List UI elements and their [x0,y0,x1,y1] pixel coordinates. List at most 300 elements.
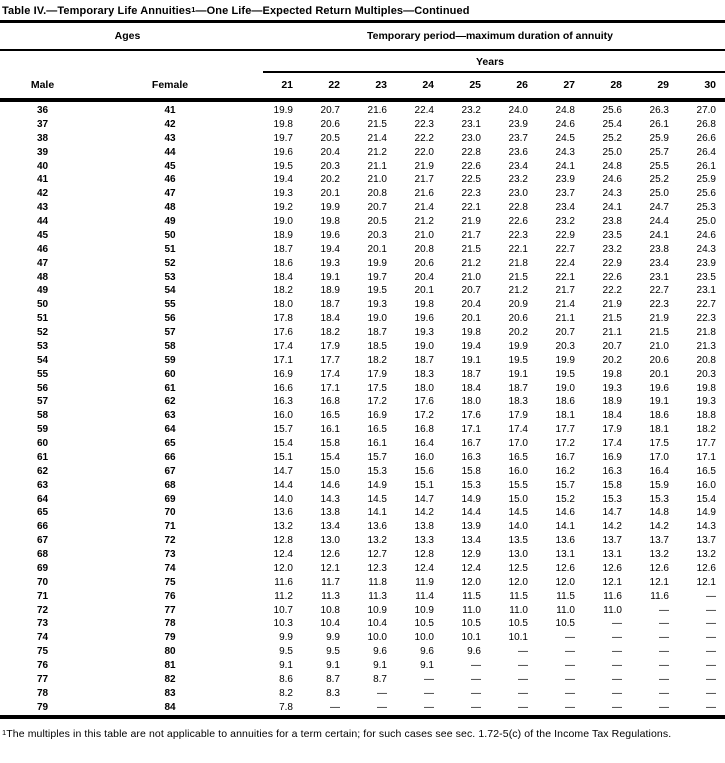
multiple-cell: 22.7 [696,299,716,311]
multiple-cell: 21.1 [602,327,622,338]
table-row [0,229,725,243]
multiple-cell: 23.4 [555,202,575,214]
female-age-cell: 73 [164,549,176,560]
multiple-cell: 13.2 [696,549,716,560]
multiple-cell: 19.9 [367,257,387,269]
multiple-cell: 9.1 [326,660,340,671]
multiple-cell: 17.8 [273,313,293,325]
multiple-cell: 15.5 [508,479,528,491]
multiple-cell: 12.0 [273,562,293,574]
multiple-cell: 19.9 [508,340,528,352]
female-age-cell: 43 [164,132,176,144]
multiple-cell: 25.0 [696,216,716,227]
table-row [0,687,725,701]
table-row [0,590,725,604]
multiple-cell: — [330,701,340,713]
female-age-cell: 76 [164,590,176,602]
multiple-cell: 21.7 [555,285,575,297]
multiple-cell: 18.9 [602,396,622,408]
multiple-cell: 19.8 [602,368,622,380]
multiple-cell: 19.1 [508,368,528,380]
multiple-cell: — [471,660,481,671]
multiple-cell: 17.7 [696,438,716,449]
multiple-cell: 16.8 [414,424,434,436]
table-row [0,645,725,659]
table-row [0,548,725,562]
male-age-cell: 41 [36,174,49,186]
multiple-cell: 14.5 [367,493,387,505]
multiple-cell: 26.8 [696,118,716,130]
female-age-cell: 61 [164,382,176,394]
multiple-cell: 26.4 [696,146,716,158]
multiple-cell: 16.3 [602,465,622,477]
multiple-cell: 26.1 [649,118,669,130]
multiple-cell: — [706,687,716,699]
multiple-cell: 12.8 [273,535,293,547]
multiple-cell: 18.2 [696,424,716,436]
multiple-cell: 19.4 [461,340,481,352]
multiple-cell: 12.0 [555,576,575,588]
multiple-cell: 14.9 [461,493,481,505]
multiple-cell: 22.5 [461,174,481,186]
table-row [0,118,725,132]
multiple-cell: 17.4 [508,424,528,436]
multiple-cell: 10.5 [508,618,528,630]
table-row [0,423,725,437]
multiple-cell: 17.2 [367,396,387,408]
multiple-cell: 18.4 [273,271,293,283]
multiple-cell: 18.2 [273,285,293,297]
header-row-groups [0,23,725,49]
multiple-cell: 17.5 [367,382,387,394]
multiple-cell: 13.2 [367,535,387,547]
female-age-cell: 42 [164,118,176,130]
multiple-cell: 9.6 [420,646,434,658]
multiple-cell: 15.8 [602,479,622,491]
male-age-cell: 60 [36,438,49,449]
multiple-cell: 19.3 [414,327,434,338]
multiple-cell: 11.5 [462,590,481,602]
multiple-cell: 24.0 [508,105,528,116]
multiple-cell: 23.0 [508,188,528,200]
multiple-cell: 11.8 [368,576,387,588]
multiple-cell: — [565,632,575,644]
table-row [0,493,725,507]
multiple-cell: 23.9 [508,118,528,130]
multiple-cell: 16.5 [320,410,340,422]
multiple-cell: 15.0 [508,493,528,505]
multiple-cell: 10.4 [320,618,340,630]
multiple-cell: 11.7 [321,576,340,588]
multiple-cell: 12.8 [414,549,434,560]
male-age-cell: 57 [36,396,49,408]
multiple-cell: 20.1 [367,243,387,255]
table-row [0,160,725,174]
multiple-cell: 14.3 [320,493,340,505]
table-row [0,271,725,285]
multiple-cell: 17.2 [555,438,575,449]
table-row [0,631,725,645]
male-age-cell: 38 [36,132,49,144]
multiple-cell: 24.8 [602,160,622,172]
multiple-cell: 16.3 [273,396,293,408]
multiple-cell: — [706,604,716,616]
multiple-cell: 19.3 [320,257,340,269]
multiple-cell: 21.8 [696,327,716,338]
female-age-cell: 75 [164,576,176,588]
multiple-cell: 22.7 [555,243,575,255]
multiple-cell: 14.1 [367,507,387,519]
multiple-cell: 21.4 [555,299,575,311]
multiple-cell: 13.7 [602,535,622,547]
multiple-cell: — [659,701,669,713]
multiple-cell: 17.1 [461,424,481,436]
multiple-cell: 21.5 [649,327,669,338]
multiple-cell: 19.9 [320,202,340,214]
table-row [0,243,725,257]
multiple-cell: — [659,618,669,630]
multiple-cell: 20.5 [320,132,340,144]
multiple-cell: 14.8 [649,507,669,519]
multiple-cell: 15.0 [320,465,340,477]
multiple-cell: 20.6 [649,354,669,366]
multiple-cell: 11.0 [509,604,528,616]
multiple-cell: 18.2 [320,327,340,338]
multiple-cell: 11.0 [603,604,622,616]
male-age-cell: 79 [36,701,49,713]
table-row [0,673,725,687]
title-suffix: —One Life—Expected Return Multiples—Continued [195,5,470,17]
multiple-cell: 24.6 [602,174,622,186]
column-header-row [0,73,725,98]
multiple-cell: 25.5 [649,160,669,172]
multiple-cell: 20.1 [320,188,340,200]
multiple-cell: 16.5 [367,424,387,436]
multiple-cell: 13.0 [320,535,340,547]
multiple-cell: 11.9 [415,576,434,588]
multiple-cell: — [471,673,481,685]
multiple-cell: 16.8 [320,396,340,408]
multiple-cell: 21.9 [414,160,434,172]
multiple-cell: 18.5 [367,340,387,352]
multiple-cell: 11.0 [462,604,481,616]
multiple-cell: 13.7 [649,535,669,547]
multiple-cell: 25.3 [696,202,716,214]
multiple-cell: 10.5 [461,618,481,630]
multiple-cell: 17.2 [414,410,434,422]
multiple-cell: 13.5 [508,535,528,547]
female-age-cell: 44 [164,146,176,158]
multiple-cell: 11.2 [274,590,293,602]
multiple-cell: 21.5 [508,271,528,283]
multiple-cell: 19.3 [696,396,716,408]
multiple-cell: 20.7 [555,327,575,338]
multiple-cell: 8.2 [279,687,293,699]
multiple-cell: 21.0 [649,340,669,352]
multiple-cell: — [377,701,387,713]
multiple-cell: 9.6 [373,646,387,658]
multiple-cell: 14.7 [414,493,434,505]
female-age-cell: 66 [164,451,176,463]
multiple-cell: 10.0 [414,632,434,644]
multiple-cell: 15.1 [414,479,434,491]
multiple-cell: 18.9 [273,229,293,241]
multiple-cell: 25.6 [696,188,716,200]
table-title [0,0,725,20]
multiple-cell: — [659,687,669,699]
multiple-cell: 19.1 [461,354,481,366]
multiple-cell: 12.6 [320,549,340,560]
male-age-cell: 43 [36,202,49,214]
male-age-cell: 65 [36,507,49,519]
multiple-cell: 20.3 [367,229,387,241]
multiple-cell: 17.7 [555,424,575,436]
multiple-cell: 11.4 [415,590,434,602]
multiple-cell: 10.8 [320,604,340,616]
female-age-cell: 48 [164,202,176,214]
table-row [0,479,725,493]
multiple-cell: 13.7 [696,535,716,547]
male-age-cell: 70 [36,576,49,588]
multiple-cell: 15.3 [649,493,669,505]
multiple-cell: 24.1 [649,229,669,241]
table-body [0,102,725,715]
multiple-cell: 20.4 [320,146,340,158]
multiple-cell: 23.1 [461,118,481,130]
multiple-cell: 20.8 [696,354,716,366]
multiple-cell: 14.4 [273,479,293,491]
multiple-cell: 17.0 [508,438,528,449]
multiple-cell: 9.5 [279,646,293,658]
year-column-header: 30 [704,79,716,91]
multiple-cell: — [612,618,622,630]
multiple-cell: — [518,660,528,671]
footnote-marker: 1 [2,727,7,737]
multiple-cell: 19.4 [273,174,293,186]
multiple-cell: 22.9 [555,229,575,241]
multiple-cell: 22.2 [414,132,434,144]
multiple-cell: — [565,660,575,671]
temporary-period-group-header: Temporary period—maximum duration of annuity [366,30,613,42]
female-age-cell: 81 [164,660,176,671]
multiple-cell: 13.1 [602,549,622,560]
table-row [0,395,725,409]
female-age-cell: 70 [164,507,176,519]
table-row [0,368,725,382]
multiple-cell: 12.6 [602,562,622,574]
multiple-cell: 13.2 [649,549,669,560]
multiple-cell: 16.4 [649,465,669,477]
table-row [0,617,725,631]
multiple-cell: 21.5 [461,243,481,255]
multiple-cell: 14.6 [555,507,575,519]
multiple-cell: 26.3 [649,105,669,116]
multiple-cell: 25.0 [649,188,669,200]
multiple-cell: 24.1 [555,160,575,172]
multiple-cell: 13.3 [414,535,434,547]
multiple-cell: 13.8 [414,521,434,533]
multiple-cell: 23.0 [461,132,481,144]
female-age-cell: 79 [164,632,176,644]
multiple-cell: 24.7 [649,202,669,214]
multiple-cell: 20.1 [649,368,669,380]
multiple-cell: 11.6 [274,576,293,588]
multiple-cell: 22.4 [414,105,434,116]
year-column-header: 25 [469,79,481,91]
multiple-cell: 13.4 [320,521,340,533]
multiple-cell: 23.2 [461,105,481,116]
multiple-cell: 9.1 [420,660,434,671]
multiple-cell: 19.5 [508,354,528,366]
male-age-cell: 62 [36,465,49,477]
multiple-cell: 15.1 [273,451,293,463]
multiple-cell: 18.7 [414,354,434,366]
multiple-cell: 22.3 [508,229,528,241]
multiple-cell: 8.6 [279,673,293,685]
multiple-cell: 18.7 [320,299,340,311]
multiple-cell: 19.2 [273,202,293,214]
multiple-cell: 16.1 [367,438,387,449]
female-age-cell: 84 [164,701,176,713]
multiple-cell: 13.6 [555,535,575,547]
multiple-cell: 20.3 [555,340,575,352]
multiple-cell: 20.4 [414,271,434,283]
female-age-cell: 83 [164,687,176,699]
multiple-cell: 24.4 [649,216,669,227]
multiple-cell: 17.4 [602,438,622,449]
multiple-cell: 16.7 [555,451,575,463]
multiple-cell: — [518,701,528,713]
multiple-cell: 10.1 [508,632,528,644]
multiple-cell: 17.9 [367,368,387,380]
multiple-cell: 21.6 [367,105,387,116]
multiple-cell: 19.7 [367,271,387,283]
multiple-cell: 19.3 [602,382,622,394]
multiple-cell: 18.4 [602,410,622,422]
multiple-cell: 16.5 [696,465,716,477]
multiple-cell: 22.3 [696,313,716,325]
multiple-cell: 21.9 [602,299,622,311]
multiple-cell: 21.6 [414,188,434,200]
multiple-cell: 17.6 [461,410,481,422]
multiple-cell: 15.7 [367,451,387,463]
multiple-cell: 23.1 [696,285,716,297]
multiple-cell: 13.0 [508,549,528,560]
multiple-cell: 21.8 [508,257,528,269]
male-age-cell: 49 [36,285,49,297]
table-row [0,326,725,340]
multiple-cell: 12.1 [649,576,669,588]
multiple-cell: 19.8 [461,327,481,338]
multiple-cell: 16.3 [461,451,481,463]
male-age-cell: 46 [36,243,49,255]
table-row [0,104,725,118]
multiple-cell: 23.7 [508,132,528,144]
multiple-cell: 10.5 [414,618,434,630]
table-row [0,257,725,271]
male-age-cell: 50 [36,299,49,311]
multiple-cell: 14.0 [508,521,528,533]
multiple-cell: 15.9 [649,479,669,491]
male-age-cell: 52 [36,327,49,338]
multiple-cell: 16.5 [508,451,528,463]
male-age-cell: 71 [36,590,49,602]
multiple-cell: 12.6 [696,562,716,574]
multiple-cell: 18.2 [367,354,387,366]
multiple-cell: 22.1 [508,243,528,255]
multiple-cell: 23.8 [602,216,622,227]
multiple-cell: 21.7 [461,229,481,241]
multiple-cell: 21.0 [414,229,434,241]
multiple-cell: 18.7 [461,368,481,380]
multiple-cell: 11.3 [368,590,387,602]
multiple-cell: 18.3 [508,396,528,408]
multiple-cell: 15.3 [602,493,622,505]
multiple-cell: 25.9 [649,132,669,144]
table-row [0,215,725,229]
multiple-cell: 9.1 [279,660,293,671]
multiple-cell: 24.1 [602,202,622,214]
ages-group-header: Ages [114,30,141,42]
multiple-cell: 20.1 [461,313,481,325]
year-column-header: 26 [516,79,528,91]
female-age-cell: 49 [164,216,176,227]
multiple-cell: 16.0 [414,451,434,463]
multiple-cell: 19.0 [367,313,387,325]
multiple-cell: 13.9 [461,521,481,533]
multiple-cell: 23.5 [696,271,716,283]
multiple-cell: 17.9 [508,410,528,422]
male-age-cell: 42 [36,188,49,200]
multiple-cell: 11.6 [650,590,669,602]
female-age-cell: 51 [164,243,176,255]
multiple-cell: 12.3 [367,562,387,574]
multiple-cell: — [612,687,622,699]
multiple-cell: — [659,646,669,658]
multiple-cell: 15.2 [555,493,575,505]
multiple-cell: 11.5 [509,590,528,602]
multiple-cell: — [565,701,575,713]
male-age-cell: 63 [36,479,49,491]
multiple-cell: 9.1 [373,660,387,671]
multiple-cell: 16.9 [273,368,293,380]
multiple-cell: 12.0 [508,576,528,588]
multiple-cell: 20.6 [508,313,528,325]
multiple-cell: 7.8 [279,701,293,713]
female-age-cell: 53 [164,271,176,283]
multiple-cell: 20.4 [461,299,481,311]
multiple-cell: — [706,646,716,658]
multiple-cell: 14.5 [508,507,528,519]
multiple-cell: 13.6 [273,507,293,519]
female-age-cell: 52 [164,257,176,269]
multiple-cell: 13.6 [367,521,387,533]
multiple-cell: 20.7 [320,105,340,116]
multiple-cell: 22.2 [602,285,622,297]
multiple-cell: 9.9 [279,632,293,644]
multiple-cell: 12.7 [367,549,387,560]
multiple-cell: 15.3 [367,465,387,477]
multiple-cell: 26.6 [696,132,716,144]
table-row [0,520,725,534]
female-column-header: Female [151,79,189,91]
multiple-cell: 12.1 [320,562,340,574]
female-age-cell: 77 [164,604,176,616]
multiple-cell: 17.4 [273,340,293,352]
multiple-cell: 17.6 [273,327,293,338]
multiple-cell: 15.6 [414,465,434,477]
male-age-cell: 67 [36,535,49,547]
